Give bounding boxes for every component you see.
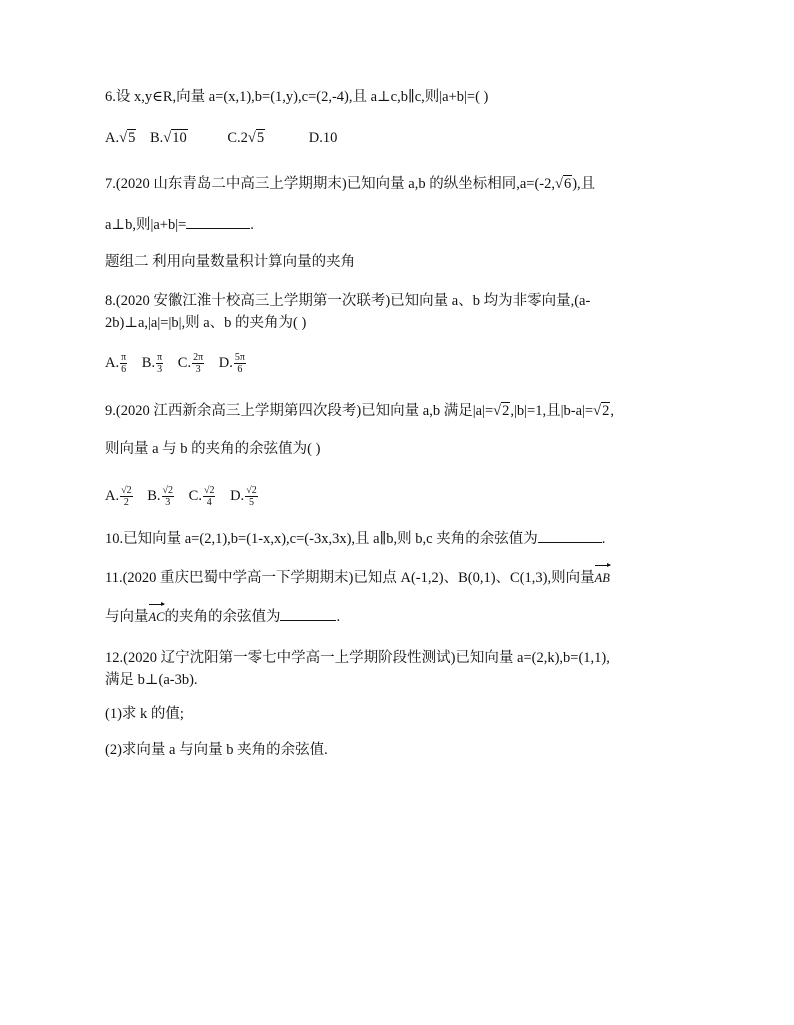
- vector-ac: AC: [149, 607, 165, 627]
- q6-options: [105, 128, 347, 148]
- vector-ab: AB: [595, 568, 610, 588]
- q7-line1: 7.(2020 山东青岛二中高三上学期期末)已知向量 a,b 的纵坐标相同,a=(-2,√6),且: [105, 176, 596, 192]
- q7-line2: a⊥b,则|a+b|= .: [105, 214, 254, 235]
- q9-option-a: A. $\frac{√2}{2}$: [105, 485, 132, 509]
- q7-answer-blank: [186, 214, 250, 229]
- q10-line: 10.已知向量 a=(2,1),b=(1-x,x),c=(-3x,3x),且 a∥b,则 b,c 夹角的余弦值为 .: [105, 528, 605, 549]
- q6-option-a: A.√5: [105, 130, 136, 146]
- q6-option-d: D.10: [308, 130, 338, 146]
- q9-options: [105, 483, 269, 509]
- q11-line2: 与向量 AC的夹角的余弦值为 .: [105, 606, 340, 627]
- q12-line1: 12.(2020 辽宁沈阳第一零七中学高一上学期阶段性测试)已知向量 a=(2,k),b=(1,1),: [105, 650, 610, 666]
- q10-answer-blank: [538, 528, 602, 543]
- q9-line2: 则向量 a 与 b 的夹角的余弦值为( ): [105, 441, 321, 457]
- q9-option-b: B. $\frac{√2}{3}$: [147, 485, 174, 509]
- q6-stem: 6.设 x,y∈R,向量 a=(x,1),b=(1,y),c=(2,-4),且 a⊥c,b∥c,则|a+b|=( ): [105, 89, 489, 105]
- q6-option-b: B.√10: [149, 130, 187, 146]
- q8-line2: 2b)⊥a,|a|=|b|,则 a、b 的夹角为( ): [105, 315, 307, 331]
- q8-options: [105, 350, 257, 376]
- section-title: 题组二 利用向量数量积计算向量的夹角: [105, 254, 356, 270]
- q8-option-d: D. $\frac{5\pi}{6}$: [218, 352, 245, 376]
- q11-answer-blank: [280, 606, 336, 621]
- q8-line1: 8.(2020 安徽江淮十校高三上学期第一次联考)已知向量 a、b 均为非零向量,(a-: [105, 293, 591, 309]
- q8-option-c: C. $\frac{2\pi}{3}$: [177, 352, 204, 376]
- q6-option-c: C.2√5: [227, 130, 265, 146]
- q9-option-d: D. $\frac{√2}{5}$: [230, 485, 257, 509]
- q9-line1: 9.(2020 江西新余高三上学期第四次段考)已知向量 a,b 满足|a|=√2,|b|=1,且|b-a|=√2,: [105, 403, 614, 419]
- q12-line2: 满足 b⊥(a-3b).: [105, 672, 198, 688]
- q12-part2: (2)求向量 a 与向量 b 夹角的余弦值.: [105, 742, 328, 758]
- q11-line1: 11.(2020 重庆巴蜀中学高一下学期期末)已知点 A(-1,2)、B(0,1)、C(1,3),则向量 AB: [105, 568, 610, 588]
- q12-part1: (1)求 k 的值;: [105, 706, 184, 722]
- q9-option-c: C. $\frac{√2}{4}$: [188, 485, 215, 509]
- q8-option-a: A. $\frac{\pi}{6}$: [105, 352, 127, 376]
- q8-option-b: B. $\frac{\pi}{3}$: [141, 352, 163, 376]
